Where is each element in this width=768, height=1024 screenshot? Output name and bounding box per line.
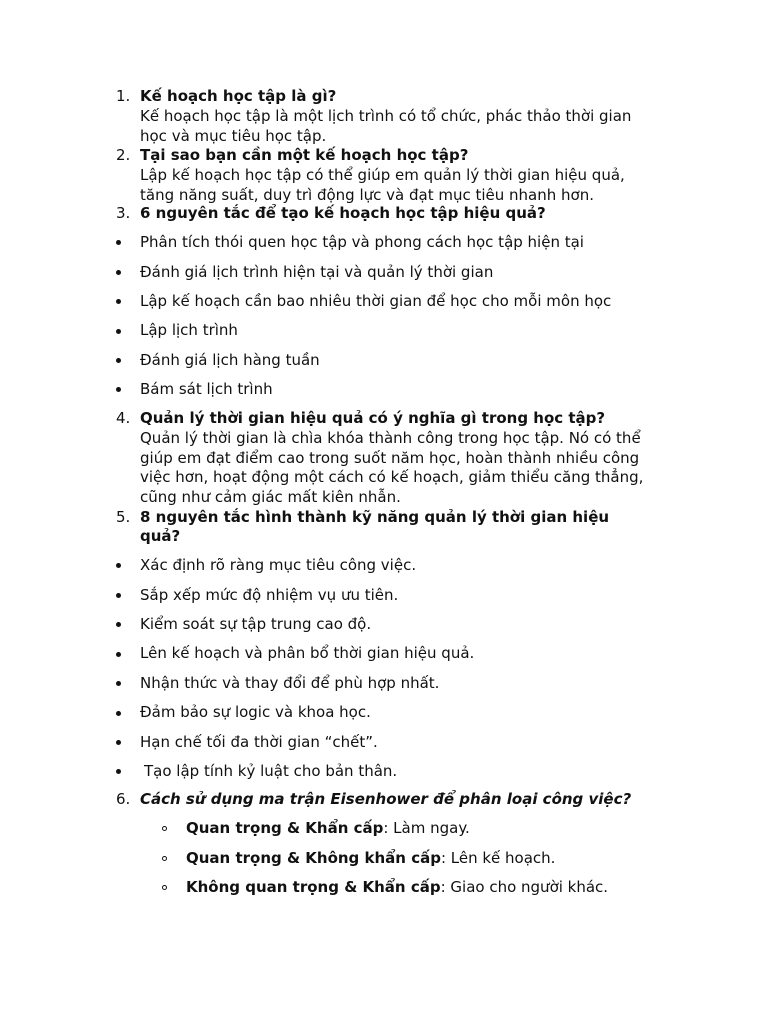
list-item: Phân tích thói quen học tập và phong cách học tập hiện tại [140,233,584,251]
matrix-text: : Làm ngay. [383,819,470,837]
bullet-dot [116,329,121,334]
list-item [186,848,555,868]
bullet-dot [116,563,121,568]
list-item [186,818,470,838]
section-body-line: tăng năng suất, duy trì động lực và đạt mục tiêu nhanh hơn. [140,186,594,204]
section-number: 4. [116,409,131,427]
list-item: Đảm bảo sự logic và khoa học. [140,703,371,721]
bullet-dot [116,740,121,745]
section-number: 2. [116,146,131,164]
section-body-line: việc hơn, hoạt động một cách có kế hoạch, giảm thiểu căng thẳng, [140,468,644,486]
section-number: 3. [116,204,131,222]
section-title: 6 nguyên tắc để tạo kế hoạch học tập hiệu quả? [140,204,546,222]
bullet-dot [116,681,121,686]
section-title: quả? [140,527,181,545]
list-item: Bám sát lịch trình [140,380,273,398]
list-item: Đánh giá lịch trình hiện tại và quản lý thời gian [140,263,494,281]
bullet-dot [116,593,121,598]
section-title: Quản lý thời gian hiệu quả có ý nghĩa gì trong học tập? [140,409,606,427]
bullet-dot [116,270,121,275]
list-item: Đánh giá lịch hàng tuần [140,351,320,369]
bullet-dot [116,358,121,363]
section-number: 1. [116,87,131,105]
sub-bullet-circle [162,856,167,861]
section-title: 8 nguyên tắc hình thành kỹ năng quản lý thời gian hiệu [140,508,610,526]
list-item [186,877,608,897]
list-item: Sắp xếp mức độ nhiệm vụ ưu tiên. [140,586,399,604]
list-item: Lập lịch trình [140,321,238,339]
matrix-text: : Giao cho người khác. [440,878,609,896]
list-item: Hạn chế tối đa thời gian “chết”. [140,733,378,751]
section-title: Cách sử dụng ma trận Eisenhower để phân loại công việc? [140,790,632,808]
section-body-line: Quản lý thời gian là chìa khóa thành công trong học tập. Nó có thể [140,429,641,447]
list-item: Kiểm soát sự tập trung cao độ. [140,615,372,633]
bullet-dot [116,622,121,627]
bullet-dot [116,711,121,716]
matrix-text: : Lên kế hoạch. [440,849,556,867]
section-title: Tại sao bạn cần một kế hoạch học tập? [140,146,469,164]
matrix-label: Không quan trọng & Khẩn cấp [186,878,441,896]
bullet-dot [116,387,121,392]
sub-bullet-circle [162,826,167,831]
bullet-dot [116,240,121,245]
bullet-dot [116,299,121,304]
list-item: Lập kế hoạch cần bao nhiêu thời gian để học cho mỗi môn học [140,292,612,310]
section-body-line: cũng như cảm giác mất kiên nhẫn. [140,488,401,506]
list-item: Nhận thức và thay đổi để phù hợp nhất. [140,674,440,692]
sub-bullet-circle [162,885,167,890]
bullet-dot [116,652,121,657]
matrix-label: Quan trọng & Không khẩn cấp [186,849,441,867]
section-body-line: Kế hoạch học tập là một lịch trình có tổ chức, phác thảo thời gian [140,107,632,125]
section-body-line: giúp em đạt điểm cao trong suốt năm học, hoàn thành nhiều công [140,449,640,467]
bullet-dot [116,769,121,774]
section-number: 6. [116,790,131,808]
section-title: Kế hoạch học tập là gì? [140,87,337,105]
list-item: Lên kế hoạch và phân bổ thời gian hiệu quả. [140,644,475,662]
list-item: Tạo lập tính kỷ luật cho bản thân. [144,762,398,780]
section-number: 5. [116,508,131,526]
section-body-line: học và mục tiêu học tập. [140,127,327,145]
matrix-label: Quan trọng & Khẩn cấp [186,819,384,837]
section-body-line: Lập kế hoạch học tập có thể giúp em quản lý thời gian hiệu quả, [140,166,625,184]
list-item: Xác định rõ ràng mục tiêu công việc. [140,556,417,574]
